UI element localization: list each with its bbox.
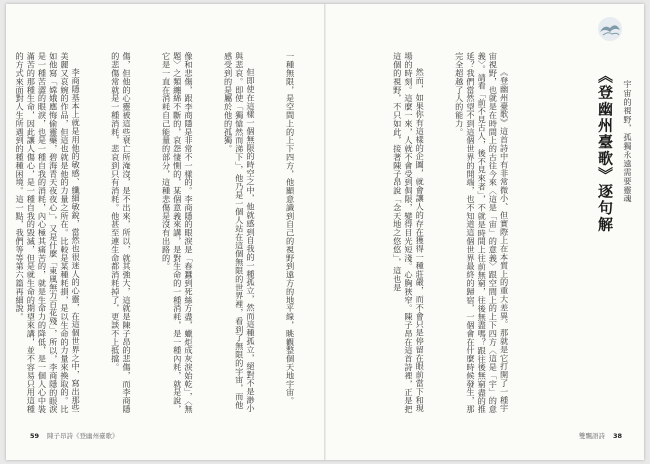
paragraph: 李商隱基本上就是用他的敏感、纖細敏銳，當然也很迷人的心靈，在這個世界之中，寫出那些美麗又哀婉的作品，但這也就是他的力量之所在。比較是某種耗損，是以生命的力量來換取的。比如他寫「嫦娥應悔偷靈藥，碧海青天夜夜心」，又是什麼「東風無力百花殘」，所以，李商隱的眼淚是一種苦澀的眼淚，也是一種自我的消耗，內心極其痛苦的，就是生命力的降低，是一個人心中裝滿苦的那種生命，因此讓人傷心，是一種自我的毀滅，但是就生命的期望來講，並不容易只用這種的方式來面對人生所遇到的種種困境。這一點，我們等等第六篇再細說。	[15, 52, 82, 414]
folio-right	[579, 431, 622, 440]
paragraph: 但即使在這樣一個無限的時空之中，他就感到自我的一種孤立，然而這種孤立，絕對不是渺小與悲哀。即使「獨愴然而涕下」，他乃是一個人站在這個無限的世界裡，看到了無限的宇宙，而他感受到的是屬於他的孤獨。	[223, 52, 256, 413]
page-gutter	[324, 4, 326, 460]
running-head: 陳子昂詩《登幽州臺歌》	[47, 432, 119, 440]
paragraph: 《登幽州臺歌》這首詩中有非常微小、但實際上在本質上的重大差異。那就是它打開了一種宇宙視野，也就是在時間上的古往今來〈這是「宙」的意義〉跟空間上的上下四方〈這是「宇」的意義〉。請看「前不見古人，後不見來者」，不就是時間上往前無窮，往後無盡嗎？跟往後無窮盡的推延？我們當然望不到這個世界的開端，也不知道這個世界最終的歸宿，一個會在什麼時候發生，那完全超越了人的能力。	[454, 52, 510, 414]
page-number: 59	[30, 431, 40, 440]
paragraph: 像和悲傷，跟李商隱是非常不一樣的。李商隱的眼淚是「春蠶到死絲方盡，蠟炬成灰淚始乾」，〈無題〉之類纏綿不斷的，哀怨悽惻的，某個意義來講，是對生命的一種消耗，是一種內耗，就是說，它是一直在消耗自己能量的部分，這種悲傷是沒有出路的。	[161, 52, 194, 414]
folio-left	[30, 431, 119, 440]
book-spread	[6, 4, 644, 460]
paragraph: 一種無限，是空間上的上下四方，他顯意識到自己的視野到遠方的地平線，眺觀整個天地宇宙。	[285, 52, 296, 405]
chapter-title: 《登幽州臺歌》逐句解	[596, 68, 614, 233]
paragraph: 然而，如果你有這樣的企圖，就會讓人的存在獲得一種莊嚴，而不會只是停留在眼前當下和現場的時刻。這麼一來，人就不會受到侷限，變得目光短淺。心胸狹窄。陳子昂在這首詩裡，正是把這個的視野，不只如此，接著陳子昂說「念天地之悠悠」，這也是	[392, 52, 426, 414]
right-page-body	[338, 52, 532, 416]
chapter-heading	[574, 50, 634, 420]
page-number: 38	[612, 431, 622, 440]
chapter-subtitle: 宇宙的視野，孤獨永遠需要靈魂	[623, 80, 633, 204]
running-head: 雙飄語詩	[578, 432, 605, 440]
decorative-cloud-icon	[594, 14, 626, 44]
paragraph: 傷，但他的心靈被這些衰亡所淹沒，是不出來，所以，就其強大，這就是陳子昂的悲傷，而李商隱的悲傷常就是一種消耗，悲哀到只有消耗。他甚至連生命都消耗掉了，更談不上抵擋。	[110, 52, 132, 414]
left-page-body	[15, 52, 318, 416]
